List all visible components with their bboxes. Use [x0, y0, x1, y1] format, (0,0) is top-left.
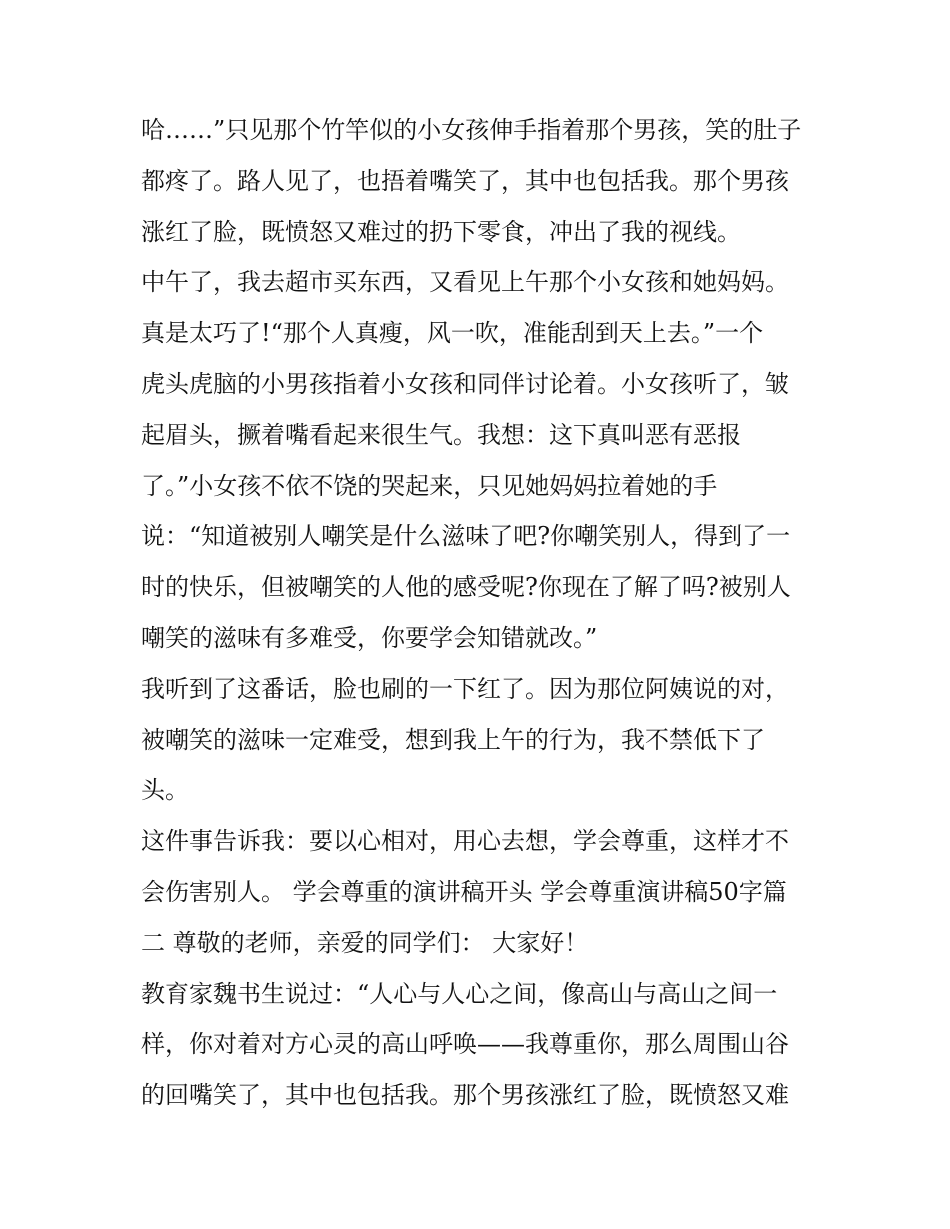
text-line: 我听到了这番话，脸也刷的一下红了。因为那位阿姨说的对，: [141, 674, 789, 703]
text-line: 哈……”只见那个竹竿似的小女孩伸手指着那个男孩，笑的肚子: [141, 116, 802, 144]
text-line: 说：“知道被别人嘲笑是什么滋味了吧?你嘲笑别人，得到了一: [141, 522, 791, 551]
text-line: 被嘲笑的滋味一定难受，想到我上午的行为，我不禁低下了: [141, 725, 765, 754]
text-line: 这件事告诉我：要以心相对，用心去想，学会尊重，这样才不: [141, 827, 789, 856]
text-line: 嘲笑的滋味有多难受，你要学会知错就改。”: [141, 623, 598, 652]
text-line: 中午了，我去超市买东西，又看见上午那个小女孩和她妈妈。: [141, 268, 789, 297]
text-line: 二 尊敬的老师，亲爱的同学们： 大家好！: [141, 928, 589, 957]
text-line: 教育家魏书生说过：“人心与人心之间，像高山与高山之间一: [141, 979, 778, 1008]
document-body: [141, 105, 821, 1121]
text-line: 了。”小女孩不依不饶的哭起来，只见她妈妈拉着她的手: [141, 471, 718, 500]
text-line: 真是太巧了!“那个人真瘦，风一吹，准能刮到天上去。”一个: [141, 319, 764, 348]
text-line: 时的快乐，但被嘲笑的人他的感受呢?你现在了解了吗?被别人: [141, 573, 791, 602]
text-line: 涨红了脸，既愤怒又难过的扔下零食，冲出了我的视线。: [141, 217, 741, 246]
text-line: 虎头虎脑的小男孩指着小女孩和同伴讨论着。小女孩听了，皱: [141, 369, 789, 398]
text-line: 样，你对着对方心灵的高山呼唤——我尊重你，那么周围山谷: [141, 1030, 789, 1059]
text-line: 都疼了。路人见了，也捂着嘴笑了，其中也包括我。那个男孩: [141, 166, 789, 195]
text-line: 会伤害别人。 学会尊重的演讲稿开头 学会尊重演讲稿50字篇: [141, 877, 787, 906]
text-line: 头。: [141, 776, 189, 805]
text-line: 起眉头，撅着嘴看起来很生气。我想：这下真叫恶有恶报: [141, 420, 741, 449]
text-line: 的回嘴笑了，其中也包括我。那个男孩涨红了脸，既愤怒又难: [141, 1081, 789, 1110]
